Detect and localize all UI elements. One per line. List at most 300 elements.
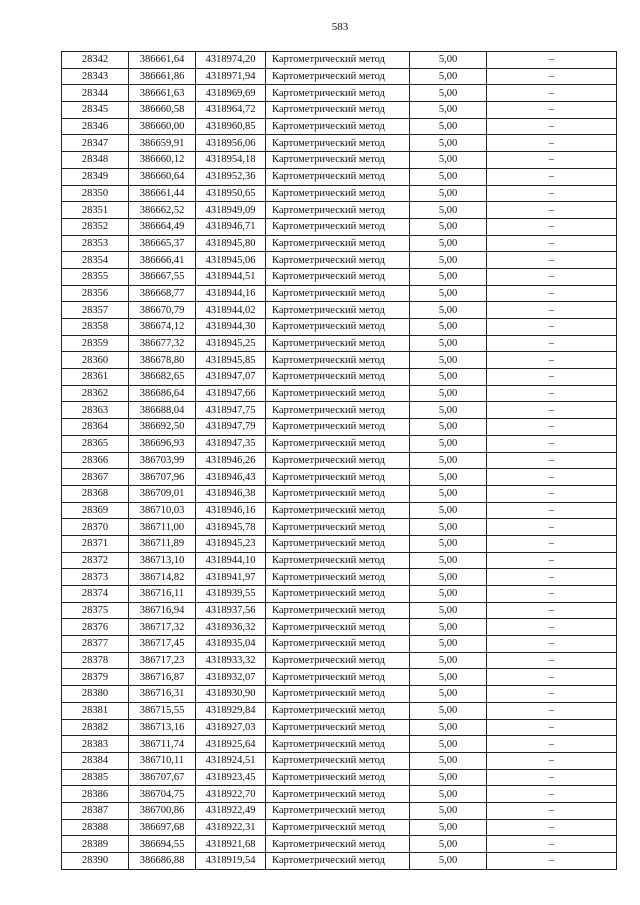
y-coordinate-cell: 4318936,32 — [196, 619, 266, 636]
note-cell: – — [487, 586, 617, 603]
point-number-cell: 28373 — [62, 569, 129, 586]
method-cell: Картометрический метод — [266, 669, 410, 686]
method-cell: Картометрический метод — [266, 853, 410, 870]
y-coordinate-cell: 4318946,38 — [196, 485, 266, 502]
accuracy-cell: 5,00 — [410, 435, 487, 452]
x-coordinate-cell: 386709,01 — [129, 485, 196, 502]
accuracy-cell: 5,00 — [410, 285, 487, 302]
point-number-cell: 28370 — [62, 519, 129, 536]
method-cell: Картометрический метод — [266, 285, 410, 302]
table-row — [62, 736, 617, 753]
method-cell: Картометрический метод — [266, 435, 410, 452]
note-cell: – — [487, 185, 617, 202]
table-row — [62, 168, 617, 185]
x-coordinate-cell: 386682,65 — [129, 369, 196, 386]
point-number-cell: 28351 — [62, 202, 129, 219]
y-coordinate-cell: 4318954,18 — [196, 152, 266, 169]
point-number-cell: 28343 — [62, 68, 129, 85]
y-coordinate-cell: 4318947,35 — [196, 435, 266, 452]
x-coordinate-cell: 386707,96 — [129, 469, 196, 486]
note-cell: – — [487, 335, 617, 352]
note-cell: – — [487, 652, 617, 669]
x-coordinate-cell: 386688,04 — [129, 402, 196, 419]
point-number-cell: 28378 — [62, 652, 129, 669]
method-cell: Картометрический метод — [266, 686, 410, 703]
y-coordinate-cell: 4318929,84 — [196, 702, 266, 719]
accuracy-cell: 5,00 — [410, 786, 487, 803]
x-coordinate-cell: 386661,86 — [129, 68, 196, 85]
accuracy-cell: 5,00 — [410, 836, 487, 853]
note-cell: – — [487, 302, 617, 319]
table-row — [62, 118, 617, 135]
x-coordinate-cell: 386661,44 — [129, 185, 196, 202]
y-coordinate-cell: 4318974,20 — [196, 52, 266, 69]
table-row — [62, 302, 617, 319]
table-row — [62, 335, 617, 352]
note-cell: – — [487, 702, 617, 719]
point-number-cell: 28349 — [62, 168, 129, 185]
accuracy-cell: 5,00 — [410, 402, 487, 419]
method-cell: Картометрический метод — [266, 302, 410, 319]
method-cell: Картометрический метод — [266, 419, 410, 436]
point-number-cell: 28346 — [62, 118, 129, 135]
note-cell: – — [487, 519, 617, 536]
note-cell: – — [487, 319, 617, 336]
method-cell: Картометрический метод — [266, 385, 410, 402]
method-cell: Картометрический метод — [266, 636, 410, 653]
table-row — [62, 519, 617, 536]
accuracy-cell: 5,00 — [410, 502, 487, 519]
table-row — [62, 235, 617, 252]
y-coordinate-cell: 4318956,06 — [196, 135, 266, 152]
x-coordinate-cell: 386713,16 — [129, 719, 196, 736]
method-cell: Картометрический метод — [266, 135, 410, 152]
accuracy-cell: 5,00 — [410, 736, 487, 753]
table-row — [62, 185, 617, 202]
table-row — [62, 52, 617, 69]
y-coordinate-cell: 4318964,72 — [196, 102, 266, 119]
accuracy-cell: 5,00 — [410, 652, 487, 669]
table-row — [62, 719, 617, 736]
point-number-cell: 28366 — [62, 452, 129, 469]
x-coordinate-cell: 386678,80 — [129, 352, 196, 369]
y-coordinate-cell: 4318932,07 — [196, 669, 266, 686]
method-cell: Картометрический метод — [266, 68, 410, 85]
note-cell: – — [487, 686, 617, 703]
x-coordinate-cell: 386674,12 — [129, 319, 196, 336]
note-cell: – — [487, 469, 617, 486]
table-row — [62, 452, 617, 469]
point-number-cell: 28358 — [62, 319, 129, 336]
x-coordinate-cell: 386717,32 — [129, 619, 196, 636]
method-cell: Картометрический метод — [266, 802, 410, 819]
x-coordinate-cell: 386661,63 — [129, 85, 196, 102]
y-coordinate-cell: 4318939,55 — [196, 586, 266, 603]
y-coordinate-cell: 4318925,64 — [196, 736, 266, 753]
y-coordinate-cell: 4318949,09 — [196, 202, 266, 219]
y-coordinate-cell: 4318921,68 — [196, 836, 266, 853]
x-coordinate-cell: 386660,00 — [129, 118, 196, 135]
y-coordinate-cell: 4318923,45 — [196, 769, 266, 786]
accuracy-cell: 5,00 — [410, 352, 487, 369]
method-cell: Картометрический метод — [266, 586, 410, 603]
table-row — [62, 319, 617, 336]
note-cell: – — [487, 68, 617, 85]
table-row — [62, 602, 617, 619]
accuracy-cell: 5,00 — [410, 252, 487, 269]
x-coordinate-cell: 386704,75 — [129, 786, 196, 803]
x-coordinate-cell: 386660,58 — [129, 102, 196, 119]
note-cell: – — [487, 802, 617, 819]
accuracy-cell: 5,00 — [410, 302, 487, 319]
x-coordinate-cell: 386665,37 — [129, 235, 196, 252]
note-cell: – — [487, 669, 617, 686]
method-cell: Картометрический метод — [266, 85, 410, 102]
x-coordinate-cell: 386707,67 — [129, 769, 196, 786]
y-coordinate-cell: 4318947,79 — [196, 419, 266, 436]
point-number-cell: 28354 — [62, 252, 129, 269]
note-cell: – — [487, 719, 617, 736]
x-coordinate-cell: 386711,74 — [129, 736, 196, 753]
x-coordinate-cell: 386659,91 — [129, 135, 196, 152]
note-cell: – — [487, 118, 617, 135]
table-row — [62, 586, 617, 603]
point-number-cell: 28380 — [62, 686, 129, 703]
y-coordinate-cell: 4318944,02 — [196, 302, 266, 319]
accuracy-cell: 5,00 — [410, 719, 487, 736]
y-coordinate-cell: 4318945,25 — [196, 335, 266, 352]
accuracy-cell: 5,00 — [410, 586, 487, 603]
table-row — [62, 686, 617, 703]
method-cell: Картометрический метод — [266, 235, 410, 252]
point-number-cell: 28372 — [62, 552, 129, 569]
x-coordinate-cell: 386670,79 — [129, 302, 196, 319]
note-cell: – — [487, 85, 617, 102]
note-cell: – — [487, 736, 617, 753]
x-coordinate-cell: 386714,82 — [129, 569, 196, 586]
point-number-cell: 28367 — [62, 469, 129, 486]
point-number-cell: 28365 — [62, 435, 129, 452]
point-number-cell: 28357 — [62, 302, 129, 319]
y-coordinate-cell: 4318945,06 — [196, 252, 266, 269]
accuracy-cell: 5,00 — [410, 268, 487, 285]
table-row — [62, 285, 617, 302]
page-number: 583 — [331, 21, 349, 33]
y-coordinate-cell: 4318933,32 — [196, 652, 266, 669]
table-row — [62, 268, 617, 285]
note-cell: – — [487, 836, 617, 853]
x-coordinate-cell: 386703,99 — [129, 452, 196, 469]
y-coordinate-cell: 4318947,07 — [196, 369, 266, 386]
accuracy-cell: 5,00 — [410, 535, 487, 552]
accuracy-cell: 5,00 — [410, 118, 487, 135]
table-row — [62, 152, 617, 169]
table-row — [62, 819, 617, 836]
point-number-cell: 28375 — [62, 602, 129, 619]
accuracy-cell: 5,00 — [410, 802, 487, 819]
table-row — [62, 435, 617, 452]
point-number-cell: 28389 — [62, 836, 129, 853]
x-coordinate-cell: 386661,64 — [129, 52, 196, 69]
table-row — [62, 352, 617, 369]
table-row — [62, 636, 617, 653]
note-cell: – — [487, 769, 617, 786]
table-row — [62, 802, 617, 819]
point-number-cell: 28377 — [62, 636, 129, 653]
note-cell: – — [487, 602, 617, 619]
note-cell: – — [487, 352, 617, 369]
point-number-cell: 28353 — [62, 235, 129, 252]
y-coordinate-cell: 4318945,85 — [196, 352, 266, 369]
method-cell: Картометрический метод — [266, 102, 410, 119]
table-row — [62, 702, 617, 719]
accuracy-cell: 5,00 — [410, 52, 487, 69]
note-cell: – — [487, 369, 617, 386]
point-number-cell: 28387 — [62, 802, 129, 819]
point-number-cell: 28374 — [62, 586, 129, 603]
accuracy-cell: 5,00 — [410, 419, 487, 436]
x-coordinate-cell: 386716,94 — [129, 602, 196, 619]
method-cell: Картометрический метод — [266, 736, 410, 753]
table-row — [62, 853, 617, 870]
note-cell: – — [487, 752, 617, 769]
table-row — [62, 619, 617, 636]
x-coordinate-cell: 386710,11 — [129, 752, 196, 769]
method-cell: Картометрический метод — [266, 786, 410, 803]
method-cell: Картометрический метод — [266, 118, 410, 135]
x-coordinate-cell: 386686,64 — [129, 385, 196, 402]
accuracy-cell: 5,00 — [410, 569, 487, 586]
point-number-cell: 28361 — [62, 369, 129, 386]
y-coordinate-cell: 4318944,30 — [196, 319, 266, 336]
method-cell: Картометрический метод — [266, 619, 410, 636]
x-coordinate-cell: 386660,12 — [129, 152, 196, 169]
y-coordinate-cell: 4318946,16 — [196, 502, 266, 519]
method-cell: Картометрический метод — [266, 202, 410, 219]
accuracy-cell: 5,00 — [410, 752, 487, 769]
y-coordinate-cell: 4318947,66 — [196, 385, 266, 402]
x-coordinate-cell: 386717,45 — [129, 636, 196, 653]
point-number-cell: 28342 — [62, 52, 129, 69]
x-coordinate-cell: 386660,64 — [129, 168, 196, 185]
table-row — [62, 752, 617, 769]
point-number-cell: 28345 — [62, 102, 129, 119]
accuracy-cell: 5,00 — [410, 335, 487, 352]
point-number-cell: 28356 — [62, 285, 129, 302]
note-cell: – — [487, 452, 617, 469]
x-coordinate-cell: 386677,32 — [129, 335, 196, 352]
x-coordinate-cell: 386696,93 — [129, 435, 196, 452]
table-row — [62, 85, 617, 102]
point-number-cell: 28388 — [62, 819, 129, 836]
accuracy-cell: 5,00 — [410, 519, 487, 536]
x-coordinate-cell: 386711,00 — [129, 519, 196, 536]
y-coordinate-cell: 4318971,94 — [196, 68, 266, 85]
method-cell: Картометрический метод — [266, 819, 410, 836]
accuracy-cell: 5,00 — [410, 369, 487, 386]
y-coordinate-cell: 4318944,51 — [196, 268, 266, 285]
x-coordinate-cell: 386686,88 — [129, 853, 196, 870]
point-number-cell: 28363 — [62, 402, 129, 419]
x-coordinate-cell: 386662,52 — [129, 202, 196, 219]
table-row — [62, 135, 617, 152]
accuracy-cell: 5,00 — [410, 68, 487, 85]
accuracy-cell: 5,00 — [410, 469, 487, 486]
table-row — [62, 218, 617, 235]
point-number-cell: 28360 — [62, 352, 129, 369]
table-row — [62, 769, 617, 786]
method-cell: Картометрический метод — [266, 268, 410, 285]
accuracy-cell: 5,00 — [410, 385, 487, 402]
x-coordinate-cell: 386694,55 — [129, 836, 196, 853]
point-number-cell: 28390 — [62, 853, 129, 870]
point-number-cell: 28352 — [62, 218, 129, 235]
accuracy-cell: 5,00 — [410, 853, 487, 870]
note-cell: – — [487, 502, 617, 519]
x-coordinate-cell: 386715,55 — [129, 702, 196, 719]
x-coordinate-cell: 386700,86 — [129, 802, 196, 819]
y-coordinate-cell: 4318922,70 — [196, 786, 266, 803]
accuracy-cell: 5,00 — [410, 619, 487, 636]
point-number-cell: 28347 — [62, 135, 129, 152]
point-number-cell: 28344 — [62, 85, 129, 102]
method-cell: Картометрический метод — [266, 352, 410, 369]
note-cell: – — [487, 152, 617, 169]
method-cell: Картометрический метод — [266, 319, 410, 336]
method-cell: Картометрический метод — [266, 152, 410, 169]
method-cell: Картометрический метод — [266, 569, 410, 586]
y-coordinate-cell: 4318946,26 — [196, 452, 266, 469]
note-cell: – — [487, 535, 617, 552]
x-coordinate-cell: 386697,68 — [129, 819, 196, 836]
point-number-cell: 28382 — [62, 719, 129, 736]
y-coordinate-cell: 4318922,31 — [196, 819, 266, 836]
y-coordinate-cell: 4318937,56 — [196, 602, 266, 619]
accuracy-cell: 5,00 — [410, 769, 487, 786]
table-row — [62, 652, 617, 669]
note-cell: – — [487, 218, 617, 235]
note-cell: – — [487, 419, 617, 436]
method-cell: Картометрический метод — [266, 485, 410, 502]
method-cell: Картометрический метод — [266, 652, 410, 669]
y-coordinate-cell: 4318946,43 — [196, 469, 266, 486]
method-cell: Картометрический метод — [266, 535, 410, 552]
y-coordinate-cell: 4318945,78 — [196, 519, 266, 536]
table-row — [62, 786, 617, 803]
note-cell: – — [487, 168, 617, 185]
y-coordinate-cell: 4318935,04 — [196, 636, 266, 653]
accuracy-cell: 5,00 — [410, 702, 487, 719]
note-cell: – — [487, 636, 617, 653]
note-cell: – — [487, 552, 617, 569]
table-row — [62, 102, 617, 119]
point-number-cell: 28359 — [62, 335, 129, 352]
x-coordinate-cell: 386716,11 — [129, 586, 196, 603]
y-coordinate-cell: 4318945,80 — [196, 235, 266, 252]
point-number-cell: 28348 — [62, 152, 129, 169]
accuracy-cell: 5,00 — [410, 85, 487, 102]
accuracy-cell: 5,00 — [410, 319, 487, 336]
y-coordinate-cell: 4318924,51 — [196, 752, 266, 769]
note-cell: – — [487, 853, 617, 870]
accuracy-cell: 5,00 — [410, 669, 487, 686]
accuracy-cell: 5,00 — [410, 152, 487, 169]
table-row — [62, 369, 617, 386]
method-cell: Картометрический метод — [266, 369, 410, 386]
point-number-cell: 28368 — [62, 485, 129, 502]
accuracy-cell: 5,00 — [410, 235, 487, 252]
point-number-cell: 28362 — [62, 385, 129, 402]
method-cell: Картометрический метод — [266, 752, 410, 769]
point-number-cell: 28386 — [62, 786, 129, 803]
method-cell: Картометрический метод — [266, 519, 410, 536]
accuracy-cell: 5,00 — [410, 102, 487, 119]
y-coordinate-cell: 4318927,03 — [196, 719, 266, 736]
y-coordinate-cell: 4318960,85 — [196, 118, 266, 135]
accuracy-cell: 5,00 — [410, 636, 487, 653]
accuracy-cell: 5,00 — [410, 602, 487, 619]
point-number-cell: 28383 — [62, 736, 129, 753]
accuracy-cell: 5,00 — [410, 135, 487, 152]
method-cell: Картометрический метод — [266, 602, 410, 619]
point-number-cell: 28350 — [62, 185, 129, 202]
method-cell: Картометрический метод — [266, 719, 410, 736]
y-coordinate-cell: 4318945,23 — [196, 535, 266, 552]
accuracy-cell: 5,00 — [410, 552, 487, 569]
note-cell: – — [487, 385, 617, 402]
note-cell: – — [487, 252, 617, 269]
note-cell: – — [487, 819, 617, 836]
table-row — [62, 402, 617, 419]
point-number-cell: 28385 — [62, 769, 129, 786]
table-row — [62, 202, 617, 219]
y-coordinate-cell: 4318947,75 — [196, 402, 266, 419]
table-row — [62, 252, 617, 269]
note-cell: – — [487, 786, 617, 803]
point-number-cell: 28384 — [62, 752, 129, 769]
table-row — [62, 419, 617, 436]
x-coordinate-cell: 386664,49 — [129, 218, 196, 235]
y-coordinate-cell: 4318952,36 — [196, 168, 266, 185]
method-cell: Картометрический метод — [266, 702, 410, 719]
note-cell: – — [487, 235, 617, 252]
accuracy-cell: 5,00 — [410, 452, 487, 469]
y-coordinate-cell: 4318930,90 — [196, 686, 266, 703]
accuracy-cell: 5,00 — [410, 485, 487, 502]
y-coordinate-cell: 4318919,54 — [196, 853, 266, 870]
point-number-cell: 28379 — [62, 669, 129, 686]
accuracy-cell: 5,00 — [410, 185, 487, 202]
method-cell: Картометрический метод — [266, 185, 410, 202]
table-row — [62, 569, 617, 586]
method-cell: Картометрический метод — [266, 218, 410, 235]
method-cell: Картометрический метод — [266, 452, 410, 469]
table-row — [62, 502, 617, 519]
x-coordinate-cell: 386716,87 — [129, 669, 196, 686]
table-row — [62, 552, 617, 569]
table-row — [62, 485, 617, 502]
method-cell: Картометрический метод — [266, 335, 410, 352]
method-cell: Картометрический метод — [266, 52, 410, 69]
x-coordinate-cell: 386711,89 — [129, 535, 196, 552]
note-cell: – — [487, 285, 617, 302]
method-cell: Картометрический метод — [266, 402, 410, 419]
x-coordinate-cell: 386666,41 — [129, 252, 196, 269]
method-cell: Картометрический метод — [266, 469, 410, 486]
table-row — [62, 68, 617, 85]
method-cell: Картометрический метод — [266, 552, 410, 569]
accuracy-cell: 5,00 — [410, 686, 487, 703]
